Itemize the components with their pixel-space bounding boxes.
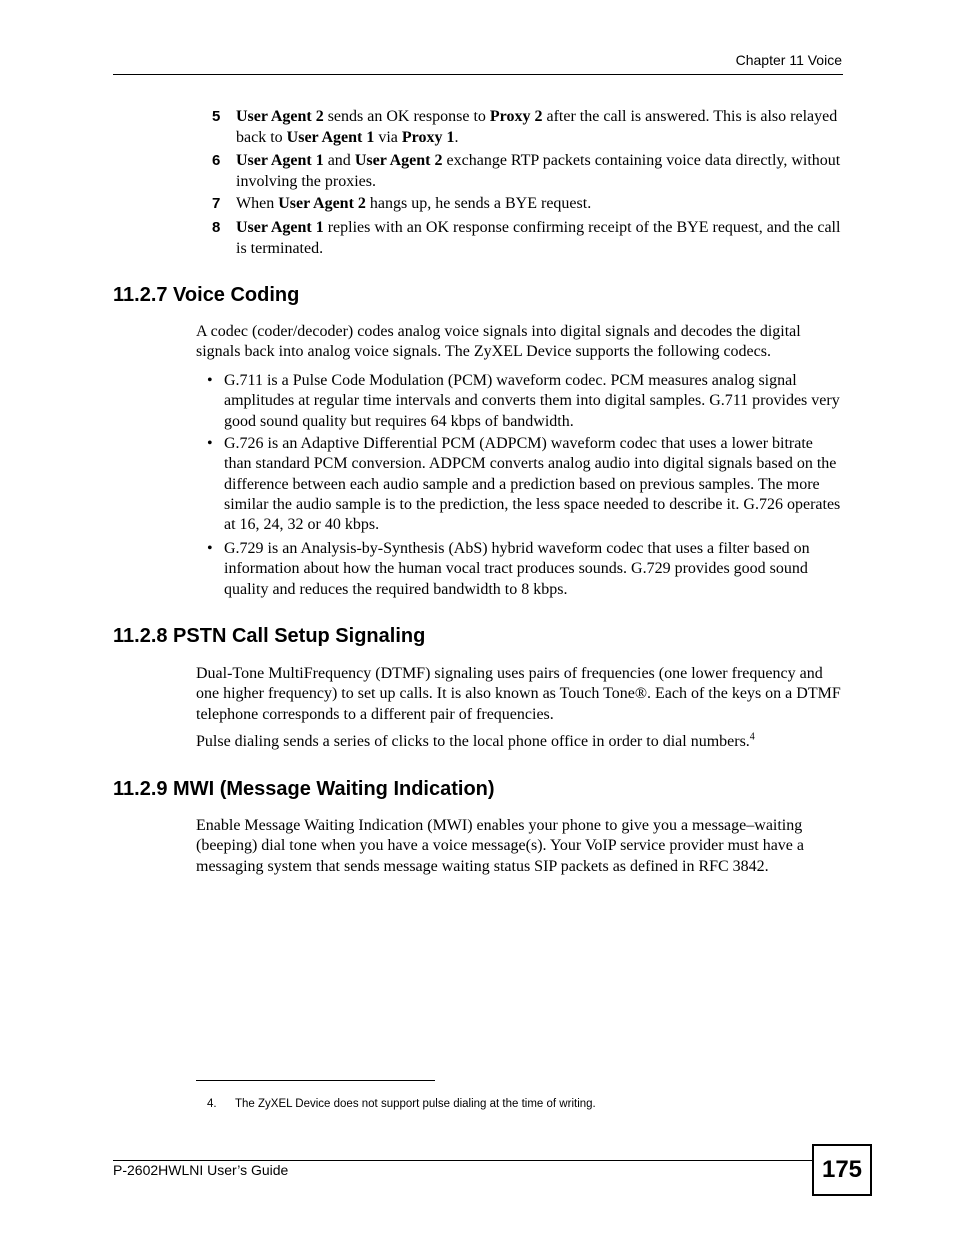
footnote-text: The ZyXEL Device does not support pulse dialing at the time of writing.	[235, 1098, 596, 1110]
step-term: User Agent 1	[236, 152, 324, 169]
pstn-pulse-paragraph	[196, 732, 842, 752]
voice-coding-intro: A codec (coder/decoder) codes analog voice signals into digital signals and decodes the digital signals back into analog voice signals. The ZyXEL Device supports the following codecs.	[196, 323, 801, 361]
section-heading-voice-coding: 11.2.7 Voice Coding	[113, 284, 300, 306]
header-divider	[113, 74, 843, 75]
bullet-icon: •	[207, 372, 213, 389]
section-heading-mwi: 11.2.9 MWI (Message Waiting Indication)	[113, 778, 495, 800]
step-number: 6	[212, 152, 221, 169]
step-number: 5	[212, 108, 221, 125]
step-item	[212, 151, 842, 192]
step-item	[212, 107, 842, 148]
step-run: replies with an OK response confirming receipt of the BYE request, and the call is terminated.	[236, 219, 841, 257]
step-term: User Agent 2	[236, 108, 324, 125]
pulse-text: Pulse dialing sends a series of clicks to the local phone office in order to dial numbers.	[196, 733, 750, 750]
step-term: Proxy 1	[401, 128, 455, 146]
step-term: User Agent 2	[278, 195, 366, 212]
footnote-divider	[196, 1080, 435, 1081]
section-heading-pstn: 11.2.8 PSTN Call Setup Signaling	[113, 625, 426, 647]
step-run: .	[454, 128, 459, 146]
mwi-paragraph: Enable Message Waiting Indication (MWI) enables your phone to give you a message–waiting (beeping) dial tone when you have a voice message(s). Your VoIP service provider must have a messaging system that sends message waiting status SIP packets as defined in RFC 3842.	[196, 817, 804, 875]
step-term: User Agent 1	[236, 219, 324, 236]
step-number: 7	[212, 195, 221, 212]
step-run: and	[323, 152, 355, 169]
step-text	[236, 151, 842, 192]
guide-title: P-2602HWLNI User’s Guide	[113, 1162, 289, 1178]
step-term: User Agent 2	[354, 152, 443, 169]
bullet-icon: •	[207, 435, 213, 452]
step-run: after the call is answered. This is also relayed back to	[236, 108, 838, 146]
bullet-icon: •	[207, 540, 213, 557]
bullet-text: G.711 is a Pulse Code Modulation (PCM) waveform codec. PCM measures analog signal amplitudes at regular time intervals and converts them into digital samples. G.711 provides very good sound quality but requires 64 kbps of bandwidth.	[224, 372, 840, 430]
footer-divider	[113, 1160, 813, 1161]
codec-bullet-g726	[207, 434, 843, 535]
bullet-text: G.729 is an Analysis-by-Synthesis (AbS) hybrid waveform codec that uses a filter based on information about how the human vocal tract produces sounds. G.729 provides good sound quality and reduces the required bandwidth to 8 kbps.	[224, 540, 810, 598]
codec-bullet-g729	[207, 539, 843, 600]
step-item	[212, 218, 842, 259]
step-text	[236, 107, 842, 148]
step-run: When	[236, 195, 279, 212]
step-term: Proxy 2	[489, 108, 543, 125]
step-text	[236, 194, 842, 215]
footnote-number: 4.	[207, 1098, 217, 1110]
footnote-reference[interactable]: 4	[749, 731, 755, 743]
step-item	[212, 194, 842, 215]
step-term: User Agent 1	[286, 128, 375, 146]
footnote	[207, 1098, 596, 1110]
step-run: sends an OK response to	[323, 108, 490, 125]
chapter-header: Chapter 11 Voice	[735, 52, 842, 68]
step-text	[236, 218, 842, 259]
step-number: 8	[212, 219, 221, 236]
page-number: 175	[812, 1144, 872, 1196]
step-run: exchange RTP packets containing voice data directly, without involving the proxies.	[236, 152, 841, 190]
pstn-dtmf-paragraph: Dual-Tone MultiFrequency (DTMF) signaling uses pairs of frequencies (one lower frequency and one higher frequency) to set up calls. It is also known as Touch Tone®. Each of the keys on a DTMF telephone corresponds to a different pair of frequencies.	[196, 665, 841, 723]
step-run: hangs up, he sends a BYE request.	[365, 195, 592, 212]
step-run: via	[374, 128, 402, 146]
codec-bullet-g711	[207, 371, 843, 432]
bullet-text: G.726 is an Adaptive Differential PCM (ADPCM) waveform codec that uses a lower bitrate than standard PCM conversion. ADPCM converts analog audio into digital signals based on the difference between each audio sample and a prediction based on previous samples. The more similar the audio sample is to the prediction, the less space needed to describe it. G.726 operates at 16, 24, 32 or 40 kbps.	[224, 435, 841, 534]
